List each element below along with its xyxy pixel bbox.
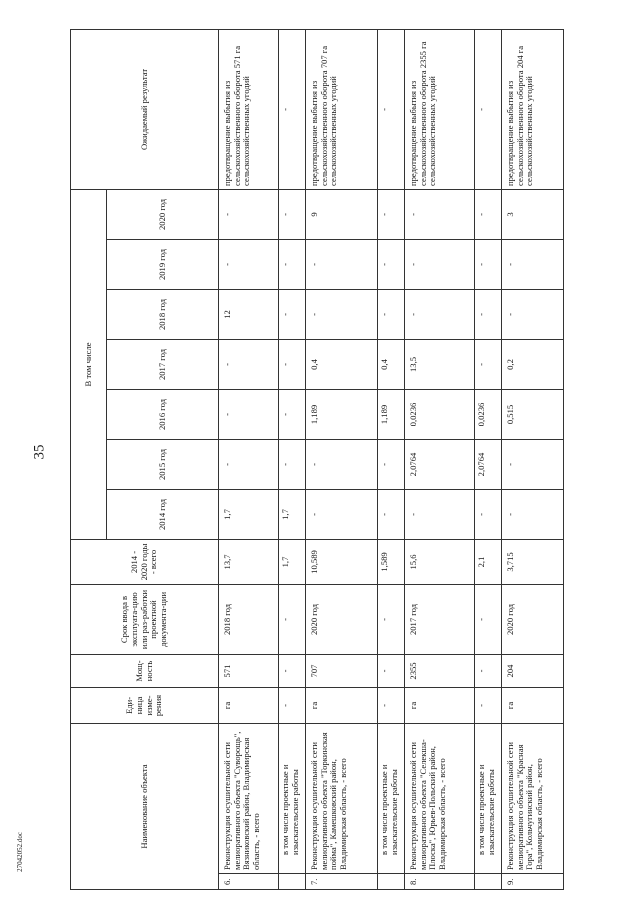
object-name: Реконструкция осушительной сети мелиоративного объекта "Красная Гора", Кольчугинский район, Владимирская область, - всего (502, 723, 564, 873)
row-number: 7. (306, 874, 378, 890)
year-cell: - (405, 239, 475, 289)
year-cell: - (219, 389, 279, 439)
year-cell: 1,189 (378, 389, 405, 439)
year-cell: 0,515 (502, 389, 564, 439)
rotated-table-container (70, 30, 570, 890)
year-cell: - (306, 289, 378, 339)
year-cell: - (279, 339, 306, 389)
term-cell: - (279, 584, 306, 654)
capacity-cell: 204 (502, 654, 564, 687)
capacity-cell: 707 (306, 654, 378, 687)
year-cell: - (378, 489, 405, 539)
term-cell: 2018 год (219, 584, 279, 654)
year-cell: - (475, 189, 502, 239)
header-year: 2017 год (107, 339, 219, 389)
header-year: 2019 год (107, 239, 219, 289)
program-table (70, 29, 564, 890)
year-cell: 9 (306, 189, 378, 239)
capacity-cell: - (279, 654, 306, 687)
year-cell: 2,0764 (475, 439, 502, 489)
result-cell: - (279, 29, 306, 189)
total-cell: 1,589 (378, 539, 405, 584)
year-cell: - (378, 289, 405, 339)
total-cell: 13,7 (219, 539, 279, 584)
object-name: в том числе проектные и изыскательские работы (475, 723, 502, 873)
capacity-cell: 2355 (405, 654, 475, 687)
year-cell: - (405, 489, 475, 539)
table-row-7 (306, 29, 378, 889)
header-year: 2020 год (107, 189, 219, 239)
year-cell: - (306, 239, 378, 289)
year-cell: - (378, 239, 405, 289)
year-cell: - (405, 289, 475, 339)
object-name: в том числе проектные и изыскательские работы (378, 723, 405, 873)
year-cell: - (475, 289, 502, 339)
year-cell: - (306, 489, 378, 539)
year-cell: - (475, 239, 502, 289)
header-group: В том числе (71, 189, 107, 539)
unit-cell: - (279, 687, 306, 723)
year-cell: - (502, 439, 564, 489)
table-row-8-sub (475, 29, 502, 889)
year-cell: - (279, 389, 306, 439)
year-cell: - (219, 439, 279, 489)
year-cell: 3 (502, 189, 564, 239)
term-cell: 2017 год (405, 584, 475, 654)
header-term: Срок ввода в эксплуата-цию или раз-работки проектной документа-ции (71, 584, 219, 654)
row-number: 6. (219, 874, 279, 890)
term-cell: 2020 год (306, 584, 378, 654)
result-cell: предотвращение выбытия из сельскохозяйственного оборота 2355 га сельскохозяйственных угодий (405, 29, 475, 189)
term-cell: 2020 год (502, 584, 564, 654)
term-cell: - (378, 584, 405, 654)
row-number (279, 874, 306, 890)
year-cell: 1,7 (279, 489, 306, 539)
year-cell: - (378, 189, 405, 239)
capacity-cell: 571 (219, 654, 279, 687)
result-cell: предотвращение выбытия из сельскохозяйственного оборота 204 га сельскохозяйственных угодий (502, 29, 564, 189)
row-number (378, 874, 405, 890)
year-cell: - (279, 439, 306, 489)
object-name: Реконструкция осушительной сети мелиоративного объекта "Торкинская пойма", Камешковский район, Владимирская область, - всего (306, 723, 378, 873)
year-cell: 1,7 (219, 489, 279, 539)
total-cell: 2,1 (475, 539, 502, 584)
total-cell: 1,7 (279, 539, 306, 584)
table-row-8 (405, 29, 475, 889)
header-year: 2016 год (107, 389, 219, 439)
row-number (475, 874, 502, 890)
table-row-7-sub (378, 29, 405, 889)
year-cell: 13,5 (405, 339, 475, 389)
year-cell: 0,0236 (475, 389, 502, 439)
year-cell: - (219, 239, 279, 289)
object-name: в том числе проектные и изыскательские работы (279, 723, 306, 873)
year-cell: 0,2 (502, 339, 564, 389)
header-year: 2014 год (107, 489, 219, 539)
year-cell: - (502, 289, 564, 339)
object-name: Реконструкция осушительной сети мелиоративного объекта "Селекша-Плоска", Юрьев-Польский район, Владимирская область, - всего (405, 723, 475, 873)
total-cell: 15,6 (405, 539, 475, 584)
unit-cell: - (378, 687, 405, 723)
year-cell: - (279, 239, 306, 289)
object-name: Реконструкция осушительной сети мелиоративного объекта "Суворощь", Вязниковский район, Владимирская область, - всего (219, 723, 279, 873)
year-cell: 0,0236 (405, 389, 475, 439)
year-cell: - (219, 339, 279, 389)
unit-cell: - (475, 687, 502, 723)
year-cell: 0,4 (306, 339, 378, 389)
year-cell: 2,0764 (405, 439, 475, 489)
footer-doc-code: 27042052.doc (16, 832, 24, 872)
year-cell: - (502, 239, 564, 289)
row-number: 9. (502, 874, 564, 890)
result-cell: предотвращение выбытия из сельскохозяйственного оборота 707 га сельскохозяйственных угодий (306, 29, 378, 189)
table-row-9 (502, 29, 564, 889)
year-cell: 12 (219, 289, 279, 339)
capacity-cell: - (378, 654, 405, 687)
year-cell: - (279, 289, 306, 339)
year-cell: 1,189 (306, 389, 378, 439)
table-row-6-sub (279, 29, 306, 889)
year-cell: - (475, 489, 502, 539)
year-cell: - (279, 189, 306, 239)
header-year: 2018 год (107, 289, 219, 339)
result-cell: - (475, 29, 502, 189)
unit-cell: га (405, 687, 475, 723)
table-row-6 (219, 29, 279, 889)
unit-cell: га (306, 687, 378, 723)
capacity-cell: - (475, 654, 502, 687)
total-cell: 10,589 (306, 539, 378, 584)
header-year: 2015 год (107, 439, 219, 489)
header-result: Ожидаемый результат (71, 29, 219, 189)
year-cell: - (405, 189, 475, 239)
year-cell: 0,4 (378, 339, 405, 389)
year-cell: - (378, 439, 405, 489)
result-cell: предотвращение выбытия из сельскохозяйственного оборота 571 га сельскохозяйственных угодий (219, 29, 279, 189)
year-cell: - (475, 339, 502, 389)
result-cell: - (378, 29, 405, 189)
year-cell: - (502, 489, 564, 539)
header-total: 2014 - 2020 годы - всего (71, 539, 219, 584)
term-cell: - (475, 584, 502, 654)
header-unit: Еди-ница изме-рения (71, 687, 219, 723)
row-number: 8. (405, 874, 475, 890)
year-cell: - (219, 189, 279, 239)
total-cell: 3,715 (502, 539, 564, 584)
page-number: 35 (31, 444, 48, 460)
unit-cell: га (219, 687, 279, 723)
header-capacity: Мощ-ность (71, 654, 219, 687)
header-name: Наименование объекта (71, 723, 219, 889)
year-cell: - (306, 439, 378, 489)
unit-cell: га (502, 687, 564, 723)
